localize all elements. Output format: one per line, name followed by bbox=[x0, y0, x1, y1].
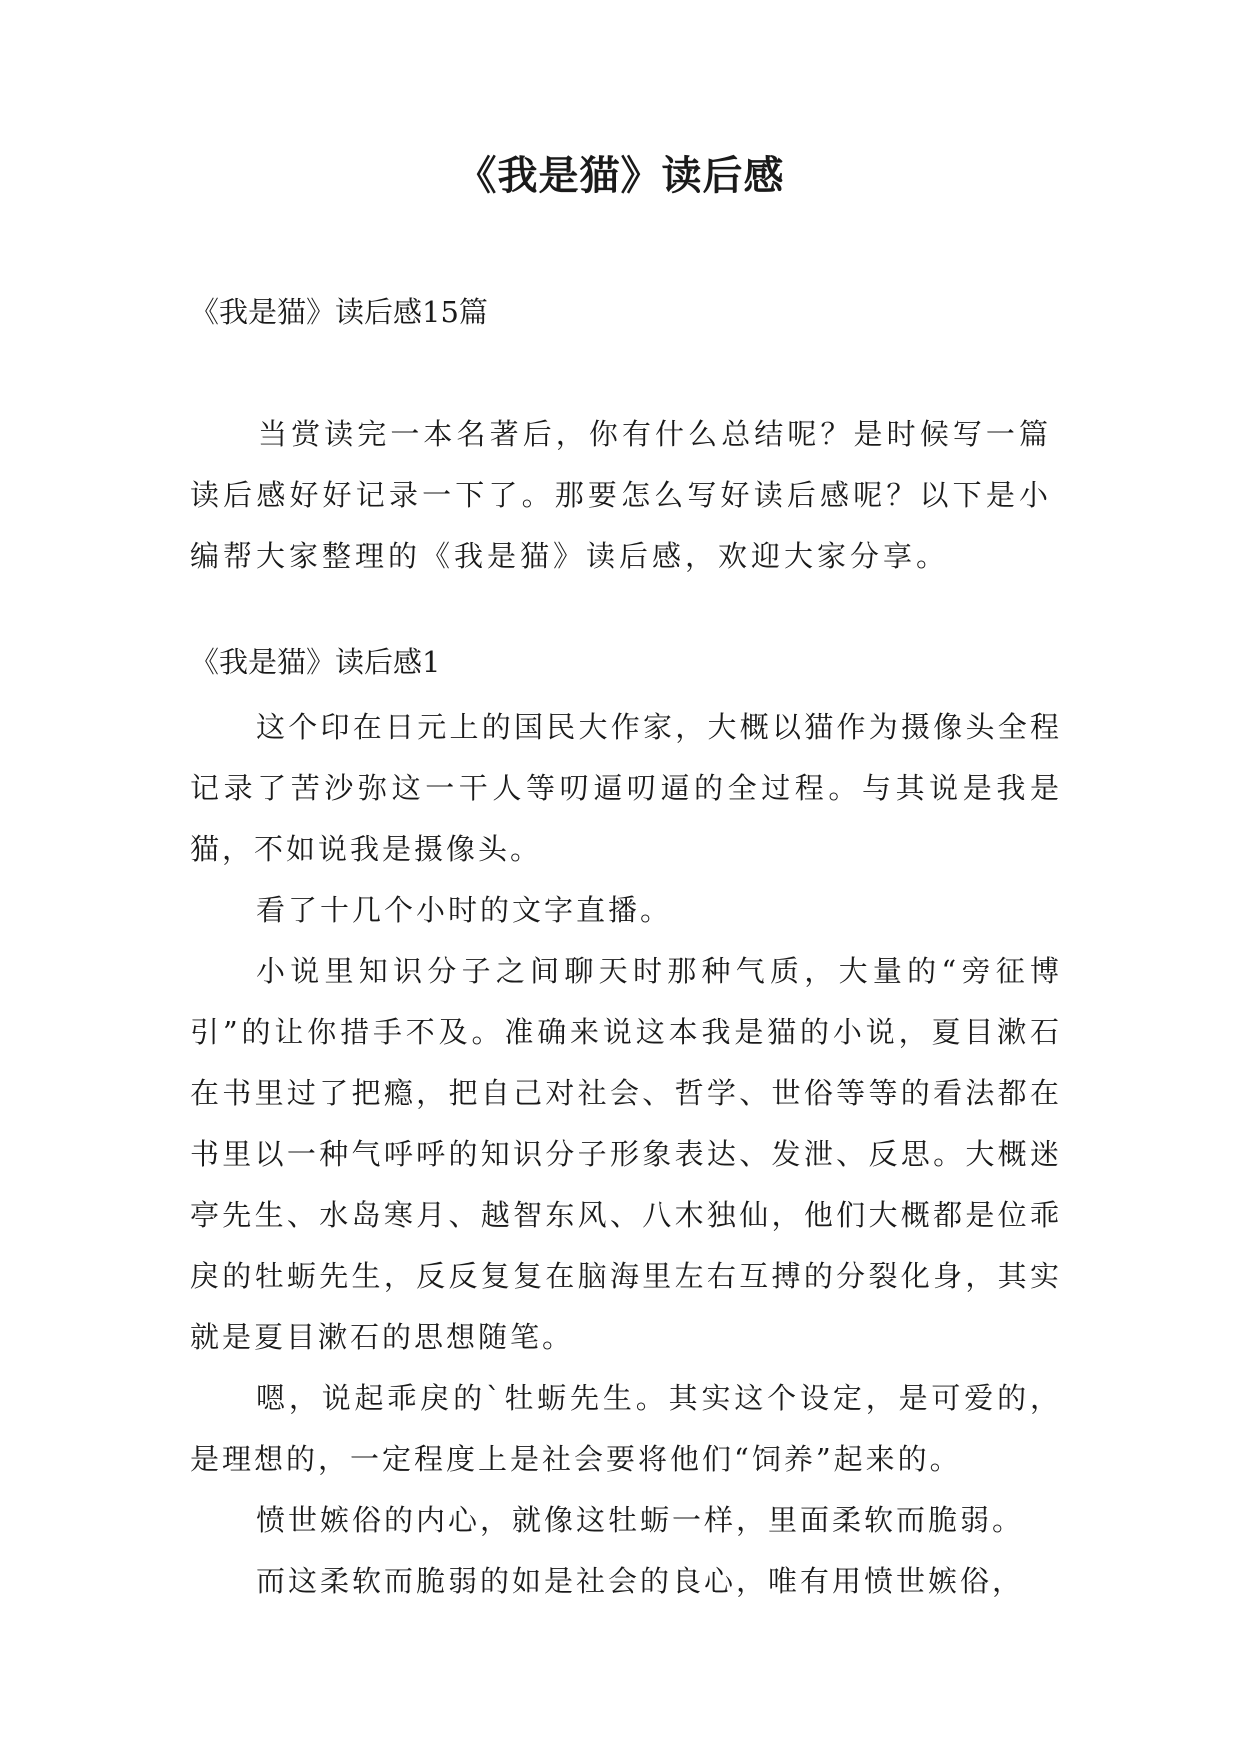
intro-paragraph: 当赏读完一本名著后，你有什么总结呢？是时候写一篇读后感好好记录一下了。那要怎么写好读后感呢？以下是小编帮大家整理的《我是猫》读后感，欢迎大家分享。 bbox=[190, 417, 1052, 573]
body-paragraph: 嗯，说起乖戾的`牡蛎先生。其实这个设定，是可爱的，是理想的，一定程度上是社会要将他们“饲养”起来的。 bbox=[190, 1381, 1062, 1476]
section-body bbox=[190, 697, 1062, 1612]
body-paragraph: 小说里知识分子之间聊天时那种气质，大量的“旁征博引”的让你措手不及。准确来说这本我是猫的小说，夏目漱石在书里过了把瘾，把自己对社会、哲学、世俗等等的看法都在书里以一种气呼呼的知识分子形象表达、发泄、反思。大概迷亭先生、水岛寒月、越智东风、八木独仙，他们大概都是位乖戾的牡蛎先生，反反复复在脑海里左右互搏的分裂化身，其实就是夏目漱石的思想随笔。 bbox=[190, 954, 1062, 1354]
body-paragraph: 看了十几个小时的文字直播。 bbox=[256, 893, 673, 927]
document-title: 《我是猫》读后感 bbox=[456, 152, 785, 199]
body-paragraph: 而这柔软而脆弱的如是社会的良心，唯有用愤世嫉俗， bbox=[256, 1564, 1025, 1598]
section-heading: 《我是猫》读后感1 bbox=[190, 645, 441, 679]
body-paragraph: 这个印在日元上的国民大作家，大概以猫作为摄像头全程记录了苦沙弥这一干人等叨逼叨逼的全过程。与其说是我是猫，不如说我是摄像头。 bbox=[190, 710, 1062, 866]
document-subtitle: 《我是猫》读后感15篇 bbox=[190, 295, 488, 329]
body-paragraph: 愤世嫉俗的内心，就像这牡蛎一样，里面柔软而脆弱。 bbox=[256, 1503, 1025, 1537]
